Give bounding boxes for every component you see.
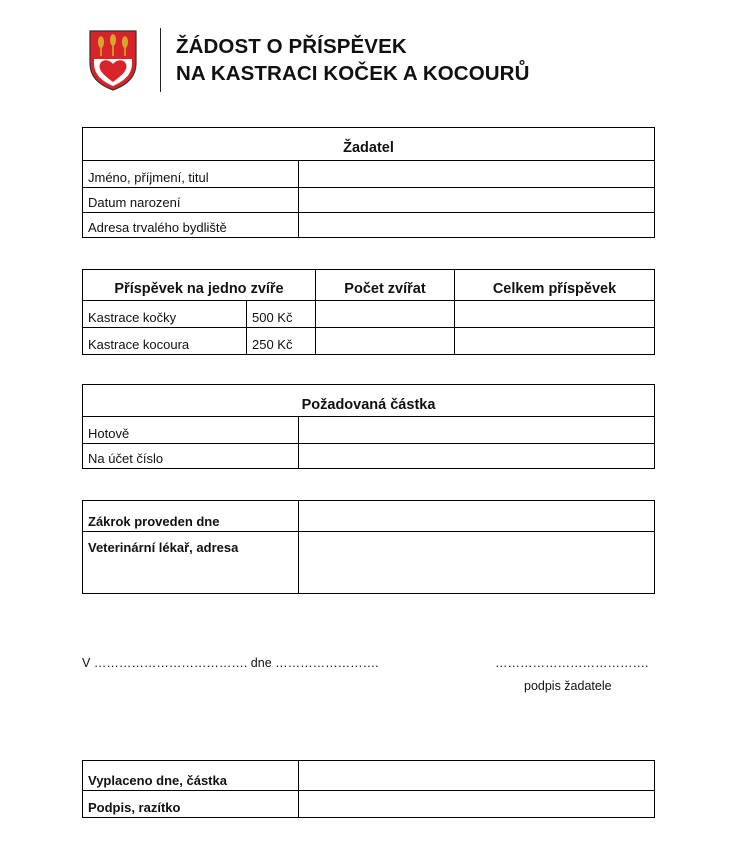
cash-label: Hotově xyxy=(83,417,299,444)
paid-date-amount-field[interactable] xyxy=(299,761,655,791)
title-line-2: NA KASTRACI KOČEK A KOCOURŮ xyxy=(176,62,530,85)
applicant-name-label: Jméno, příjmení, titul xyxy=(83,161,299,188)
applicant-address-label: Adresa trvalého bydliště xyxy=(83,213,299,238)
signature-stamp-field[interactable] xyxy=(299,791,655,818)
applicant-table xyxy=(82,127,655,238)
date-field[interactable]: ……………………. xyxy=(275,656,379,670)
date-word: dne xyxy=(250,656,272,670)
signature-field[interactable]: ………………………………. xyxy=(495,656,649,670)
title-line-1: ŽÁDOST O PŘÍSPĚVEK xyxy=(176,35,407,58)
vet-address-field[interactable] xyxy=(299,532,655,594)
place-field[interactable]: ………………………………. xyxy=(93,656,248,670)
tomcat-total-field[interactable] xyxy=(455,328,655,355)
procedure-date-field[interactable] xyxy=(299,501,655,532)
procedure-date-label: Zákrok proveden dne xyxy=(83,501,299,532)
signature-caption: podpis žadatele xyxy=(524,679,612,693)
applicant-address-field[interactable] xyxy=(299,213,655,238)
header-divider xyxy=(160,28,161,92)
vet-address-label: Veterinární lékař, adresa xyxy=(83,532,299,594)
contribution-table xyxy=(82,269,655,355)
col-per-animal-header: Příspěvek na jedno zvíře xyxy=(83,270,316,301)
page-title xyxy=(176,33,529,87)
procedure-table xyxy=(82,500,655,594)
paid-date-amount-label: Vyplaceno dne, částka xyxy=(83,761,299,791)
cat-count-field[interactable] xyxy=(316,301,455,328)
col-total-header: Celkem příspěvek xyxy=(455,270,655,301)
place-prefix: V xyxy=(82,656,91,670)
cat-total-field[interactable] xyxy=(455,301,655,328)
applicant-name-field[interactable] xyxy=(299,161,655,188)
account-number-label: Na účet číslo xyxy=(83,444,299,469)
signature-stamp-label: Podpis, razítko xyxy=(83,791,299,818)
cash-field[interactable] xyxy=(299,417,655,444)
cat-castration-amount: 500 Kč xyxy=(247,301,316,328)
tomcat-count-field[interactable] xyxy=(316,328,455,355)
cat-castration-label: Kastrace kočky xyxy=(83,301,247,328)
requested-amount-table xyxy=(82,384,655,469)
applicant-birthdate-field[interactable] xyxy=(299,188,655,213)
applicant-heading: Žadatel xyxy=(83,128,655,161)
requested-heading: Požadovaná částka xyxy=(83,385,655,417)
payment-table xyxy=(82,760,655,818)
coat-of-arms-icon xyxy=(88,29,138,91)
tomcat-castration-label: Kastrace kocoura xyxy=(83,328,247,355)
place-date-line xyxy=(82,656,379,670)
applicant-birthdate-label: Datum narození xyxy=(83,188,299,213)
tomcat-castration-amount: 250 Kč xyxy=(247,328,316,355)
account-number-field[interactable] xyxy=(299,444,655,469)
col-count-header: Počet zvířat xyxy=(316,270,455,301)
